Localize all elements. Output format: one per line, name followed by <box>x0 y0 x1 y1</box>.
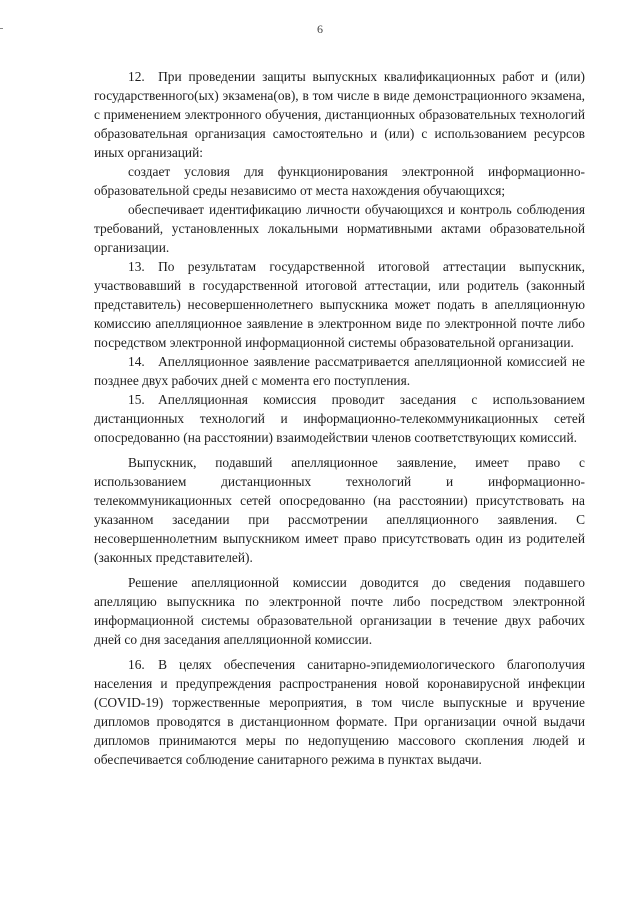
paragraph-13: 13. По результатам государственной итоговой аттестации выпускник, участвовавший в государственной итоговой аттестации, или родитель (законный представитель) несовершеннолетнего выпускника может подать в апелляционную комиссию апелляционное заявление в электронном виде по электронной почте либо посредством электронной информационной системы образовательной организации. <box>94 259 585 350</box>
paragraph-15-decision: Решение апелляционной комиссии доводится до сведения подавшего апелляцию выпускника по электронной почте либо посредством электронной информационной системы образовательной организации в течение двух рабочих дней со дня заседания апелляционной комиссии. <box>94 575 585 647</box>
paragraph-12-item-1: создает условия для функционирования электронной информационно-образовательной среды независимо от места нахождения обучающихся; <box>94 164 585 198</box>
paragraph-15: 15. Апелляционная комиссия проводит заседания с использованием дистанционных технологий и информационно-телекоммуникационных сетей опосредованно (на расстоянии) взаимодействии членов соответствующих комиссий. <box>94 392 585 445</box>
paragraph-12-item-2: обеспечивает идентификацию личности обучающихся и контроль соблюдения требований, установленных локальными нормативными актами образовательной организации. <box>94 202 585 255</box>
paragraph-15-appeal-right: Выпускник, подавший апелляционное заявление, имеет право с использованием дистанционных технологий и информационно-телекоммуникационных сетей опосредованно (на расстоянии) присутствовать на указанном заседании при рассмотрении апелляционного заявления. С несовершеннолетним выпускником имеет право присутствовать один из родителей (законных представителей). <box>94 455 585 565</box>
paragraph-16: 16. В целях обеспечения санитарно-эпидемиологического благополучия населения и предупреждения распространения новой коронавирусной инфекции (COVID-19) торжественные мероприятия, в том числе выпускные и вручение дипломов проводятся в дистанционном формате. При организации очной выдачи дипломов принимаются меры по недопущению массового скопления людей и обеспечивается соблюдение санитарного режима в пунктах выдачи. <box>94 657 585 767</box>
paragraph-12: 12. При проведении защиты выпускных квалификационных работ и (или) государственного(ых) экзамена(ов), в том числе в виде демонстрационного экзамена, с применением электронного обучения, дистанционных образовательных технологий образовательная организация самостоятельно и (или) с использованием ресурсов иных организаций: <box>94 69 585 160</box>
document-body <box>94 67 585 769</box>
page-number: 6 <box>317 22 323 36</box>
paragraph-14: 14. Апелляционное заявление рассматривается апелляционной комиссией не позднее двух рабочих дней с момента его поступления. <box>94 354 585 388</box>
